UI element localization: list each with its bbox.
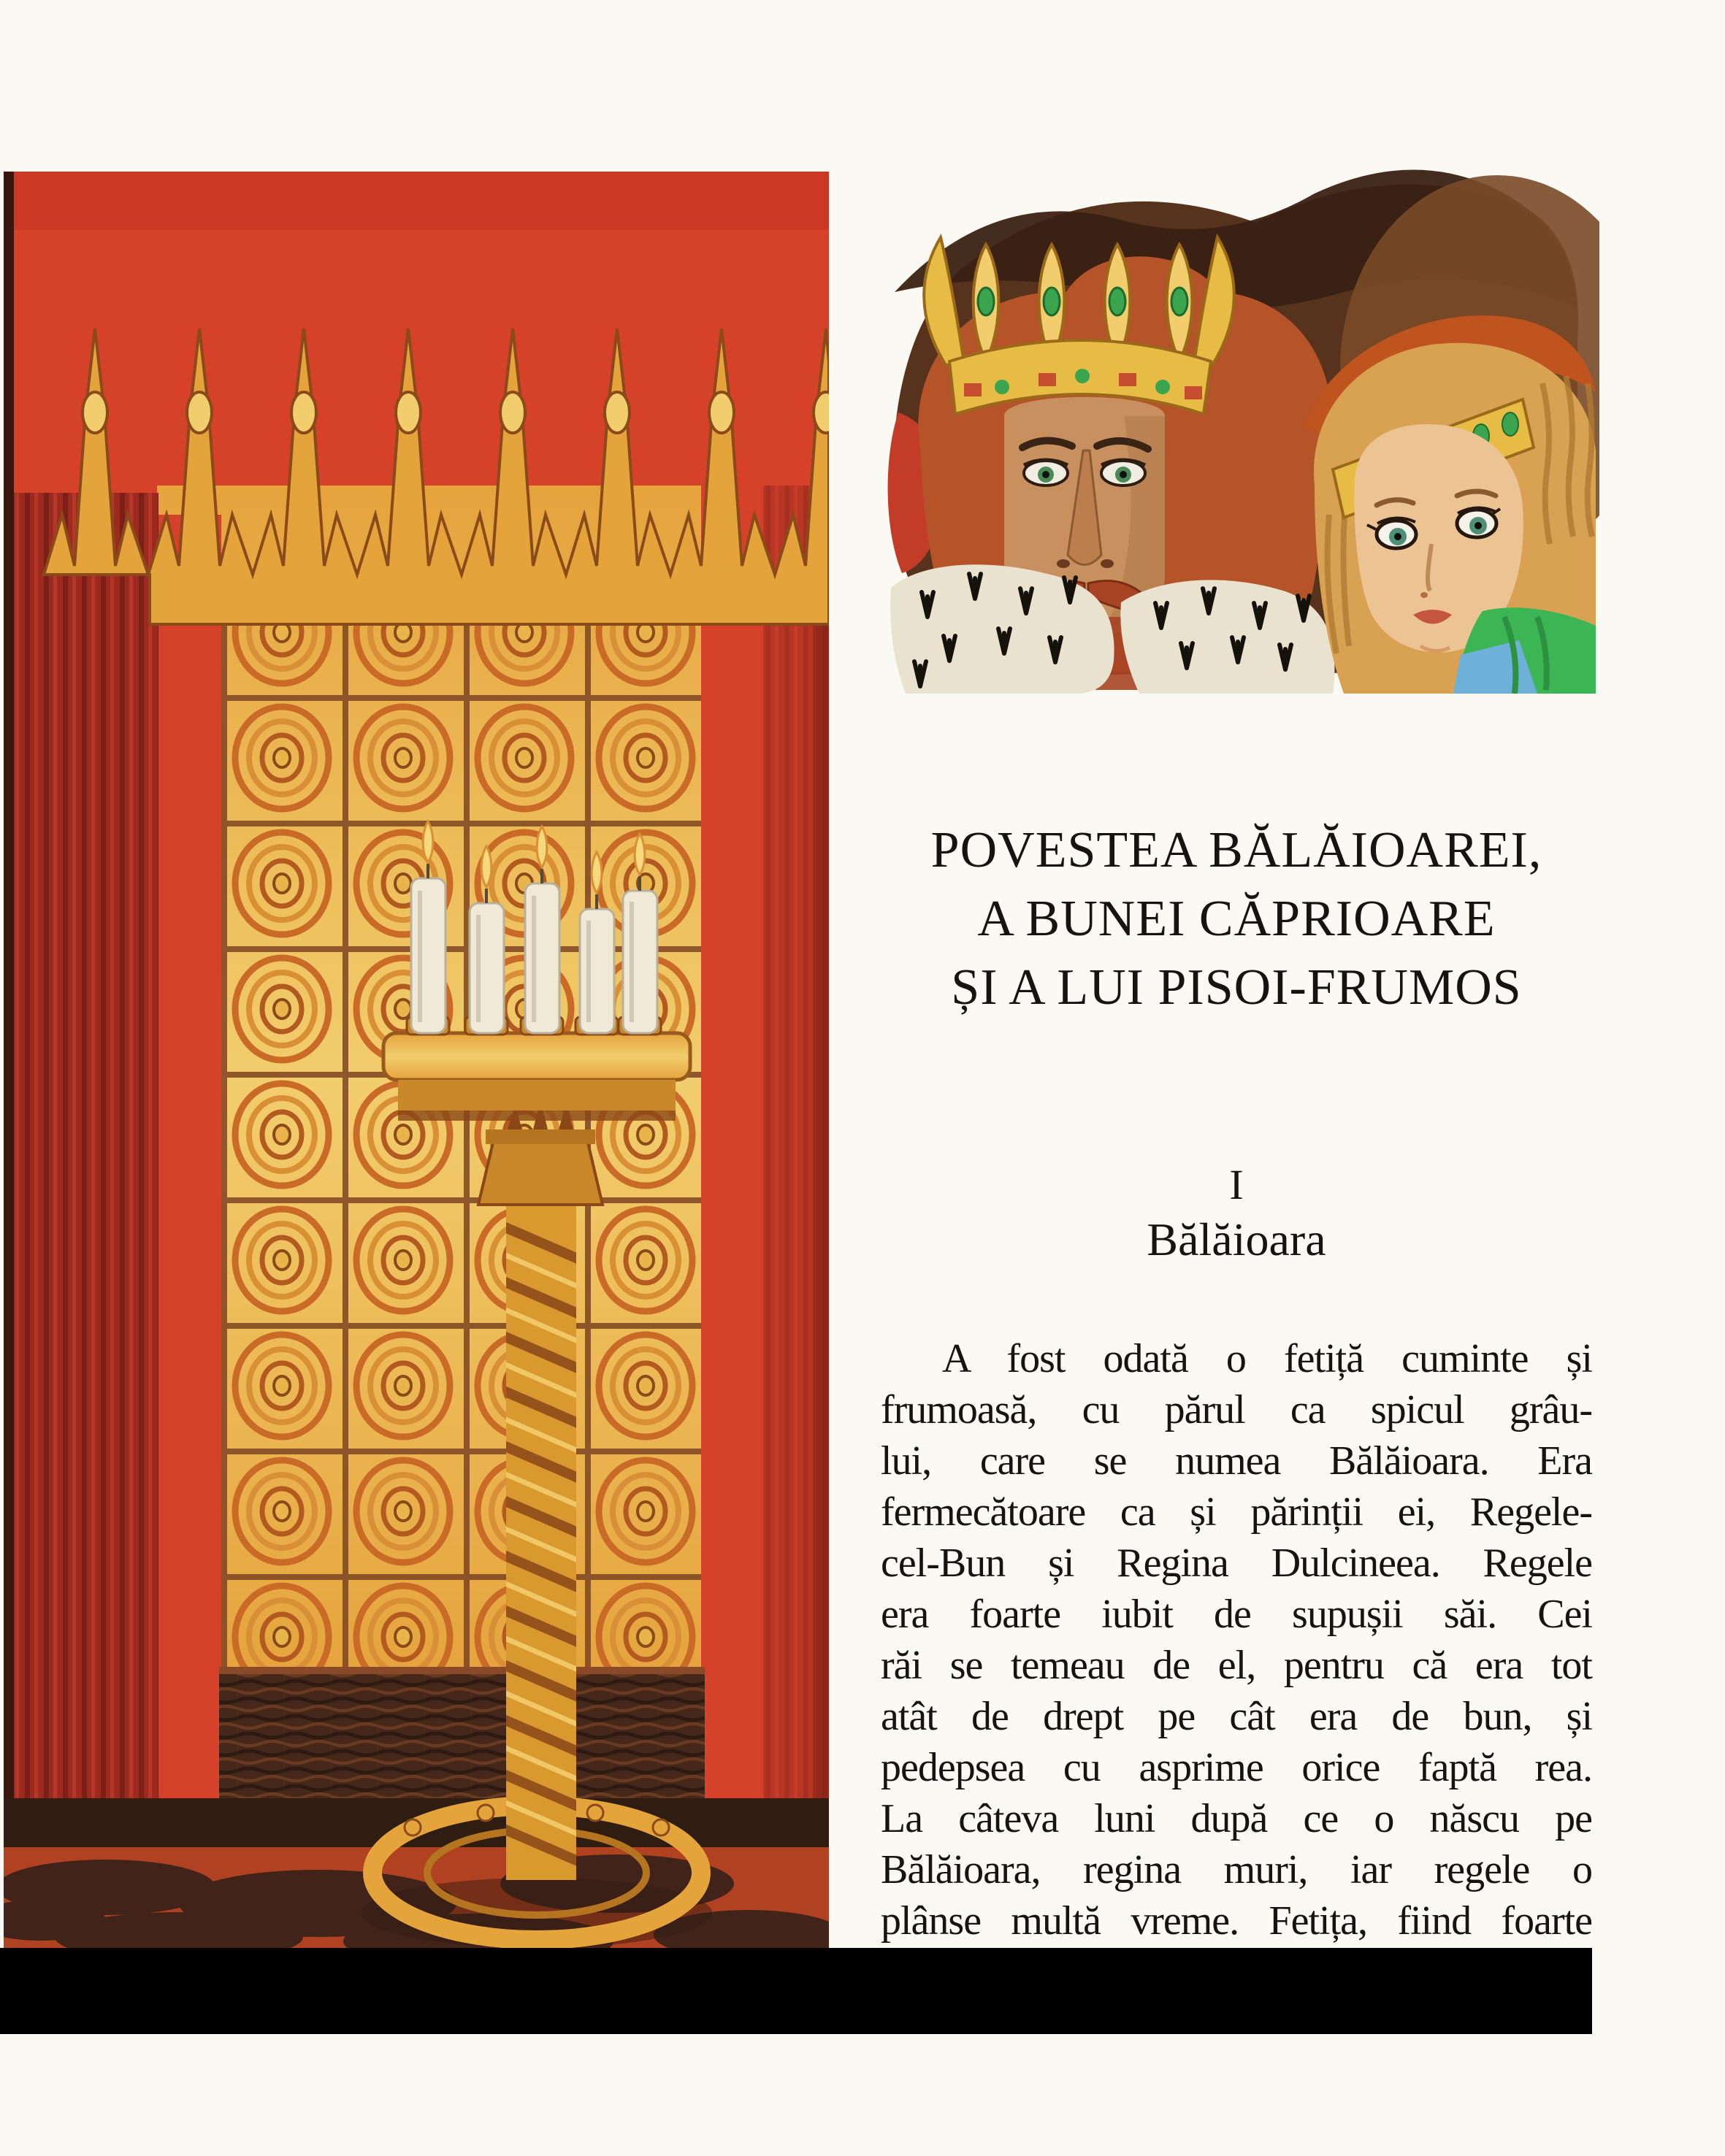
paragraph-line: cel-Bun și Regina Dulcineea. Regele [881,1541,1592,1586]
title-line: A BUNEI CĂPRIOARE [977,891,1496,947]
chapter-number: I [1229,1161,1244,1208]
paragraph-line: La câteva luni după ce o născu pe [881,1796,1592,1841]
paragraph-line: plânse multă vreme. Fetița, fiind foarte [881,1898,1592,1944]
left-red-strip [157,515,221,1800]
candle [525,883,559,1033]
king [888,237,1335,694]
black-bar [0,1948,1592,2034]
candelabra-capital [478,1143,603,1205]
left-curtain [4,493,158,1807]
title-line: ȘI A LUI PISOI-FRUMOS [951,959,1522,1016]
candle-tray [383,1033,690,1080]
king-and-queen-illustration [876,135,1599,694]
paragraph-line: frumoasă, cu părul ca spicul grâu- [881,1387,1592,1432]
wainscot-panel [219,1667,705,1800]
paragraph-line: atât de drept pe cât era de bun, și [881,1694,1592,1739]
paragraph-line: fermecătoare ca și părinții ei, Regele- [881,1489,1592,1535]
paragraph-line: era foarte iubit de supușii săi. Cei [881,1592,1592,1637]
candle [623,891,657,1033]
paragraph-line: A fost odată o fetiță cuminte și [942,1336,1592,1381]
paragraph-line: Bălăioara, regina muri, iar regele o [881,1847,1592,1892]
paragraph-line: răi se temeau de el, pentru că era tot [881,1643,1592,1688]
candle [470,903,504,1033]
paragraph-line: lui, care se numea Bălăioara. Era [881,1438,1592,1484]
story-paragraph [881,1333,1592,1946]
curtain-candelabra-illustration [4,172,829,1949]
story-title [881,816,1592,1022]
title-line: POVESTEA BĂLĂIOAREI, [930,822,1542,878]
candle [411,878,445,1033]
chapter-title: Bălăioara [1147,1213,1326,1265]
candle [580,909,614,1033]
queen [1304,315,1596,694]
paragraph-line: pedepsea cu asprime orice faptă rea. [881,1745,1592,1790]
